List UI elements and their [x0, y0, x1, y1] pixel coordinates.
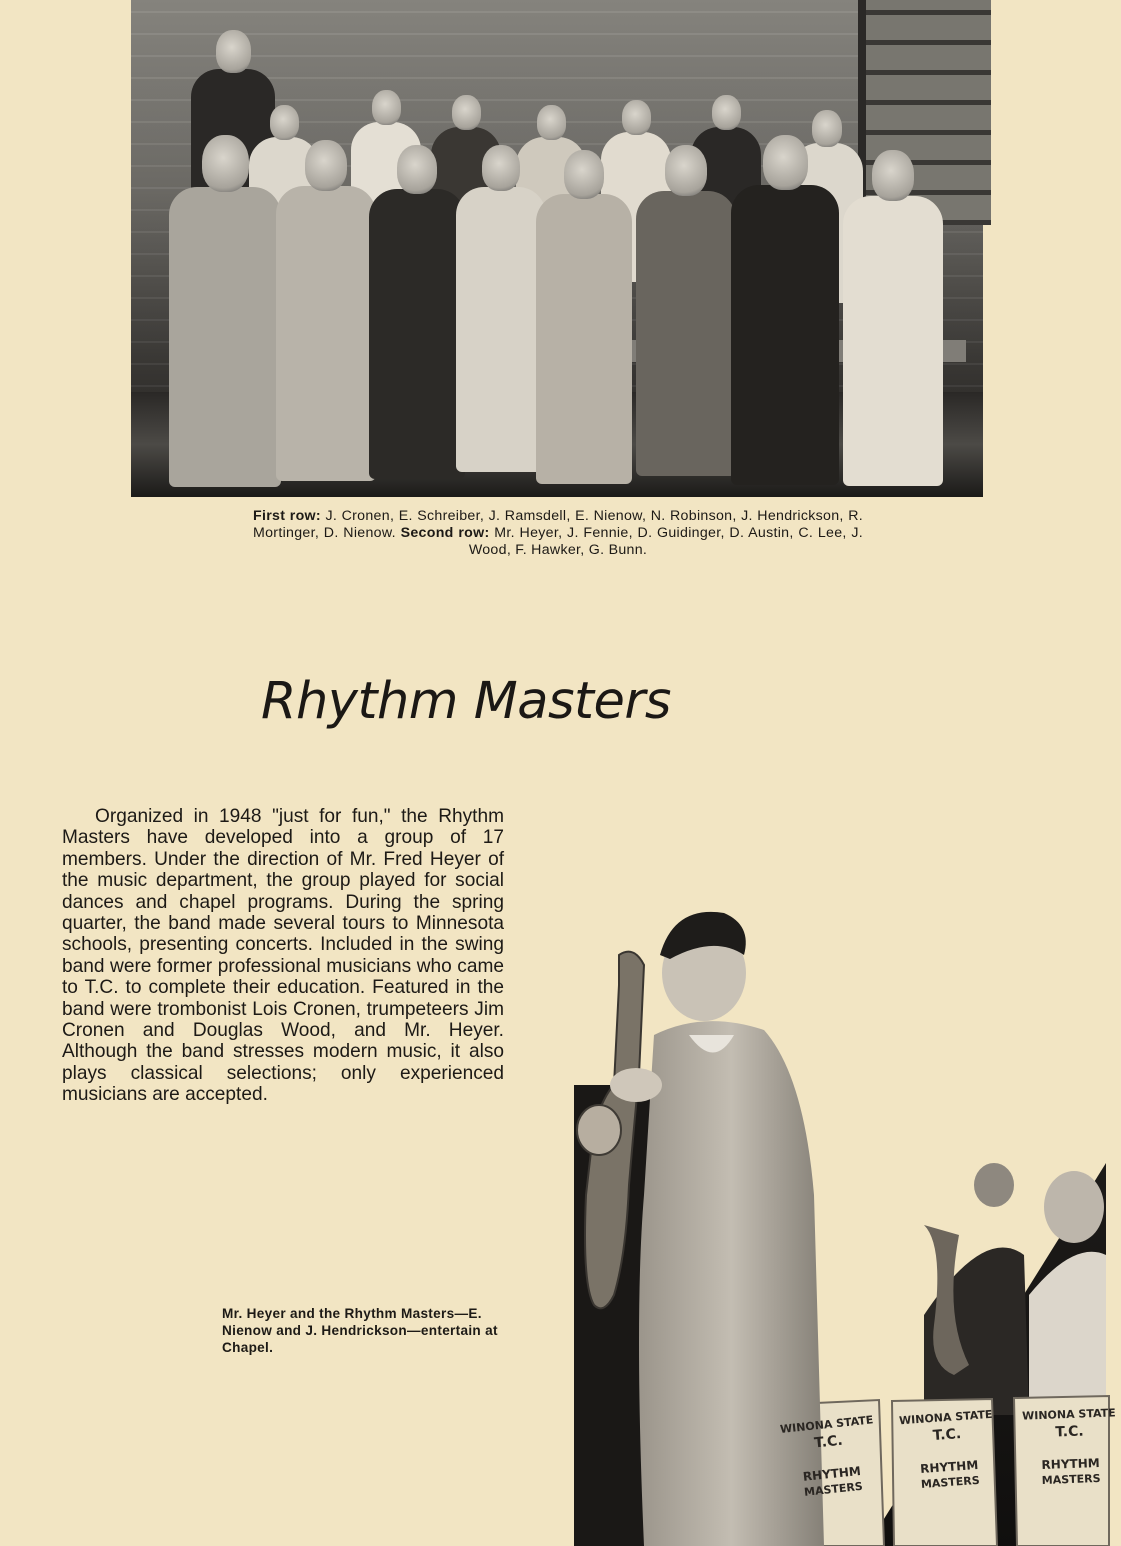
- stand-label-line4: MASTERS: [920, 1473, 981, 1491]
- page-title: Rhythm Masters: [261, 672, 671, 731]
- stand-label-line2: T.C.: [932, 1425, 962, 1444]
- stand-label-line2: T.C.: [813, 1432, 844, 1452]
- second-row-label: Second row:: [400, 525, 490, 541]
- second-row-names: Mr. Heyer, J. Fennie, D. Guidinger, D. Austin, C. Lee, J. Wood, F. Hawker, G. Bunn.: [468, 525, 863, 558]
- first-row-label: First row:: [253, 508, 321, 524]
- first-row-names: J. Cronen, E. Schreiber, J. Ramsdell, E. Nienow, N. Robinson, J. Hendrickson, R. Mortinger, D. Nienow.: [253, 508, 863, 541]
- performance-photo-caption: Mr. Heyer and the Rhythm Masters—E. Nienow and J. Hendrickson—entertain at Chapel.: [222, 1306, 498, 1355]
- stand-label-line4: MASTERS: [803, 1479, 864, 1499]
- stand-labels: [574, 895, 1116, 1546]
- stand-label: [1019, 1405, 1121, 1488]
- group-photo: [131, 0, 983, 497]
- performance-photo: [574, 895, 1116, 1546]
- group-photo-caption: [253, 508, 863, 559]
- stand-label-line1: WINONA STATE: [898, 1407, 993, 1428]
- stand-label-line3: RHYTHM: [919, 1457, 979, 1476]
- stand-label-line2: T.C.: [1055, 1423, 1084, 1441]
- stand-label: [776, 1412, 884, 1501]
- stand-label-line1: WINONA STATE: [779, 1413, 874, 1437]
- stand-label-line3: RHYTHM: [1041, 1455, 1100, 1472]
- stand-label: [895, 1407, 1000, 1493]
- stand-label-line4: MASTERS: [1041, 1471, 1101, 1487]
- stand-label-line1: WINONA STATE: [1021, 1406, 1116, 1423]
- article-body: Organized in 1948 "just for fun," the Rhythm Masters have developed into a group of 17 members. Under the direction of Mr. Fred Heyer of the music department, the group played for social dances and chapel programs. During the spring quarter, the band made several tours to Minnesota schools, presenting concerts. Included in the swing band were former professional musicians who came to T.C. to complete their education. Featured in the band were trombonist Lois Cronen, trumpeteers Jim Cronen and Douglas Wood, and Mr. Heyer. Although the band stresses modern music, it also plays classical selections; only experienced musicians are accepted.: [62, 806, 504, 1106]
- stand-label-line3: RHYTHM: [802, 1463, 862, 1484]
